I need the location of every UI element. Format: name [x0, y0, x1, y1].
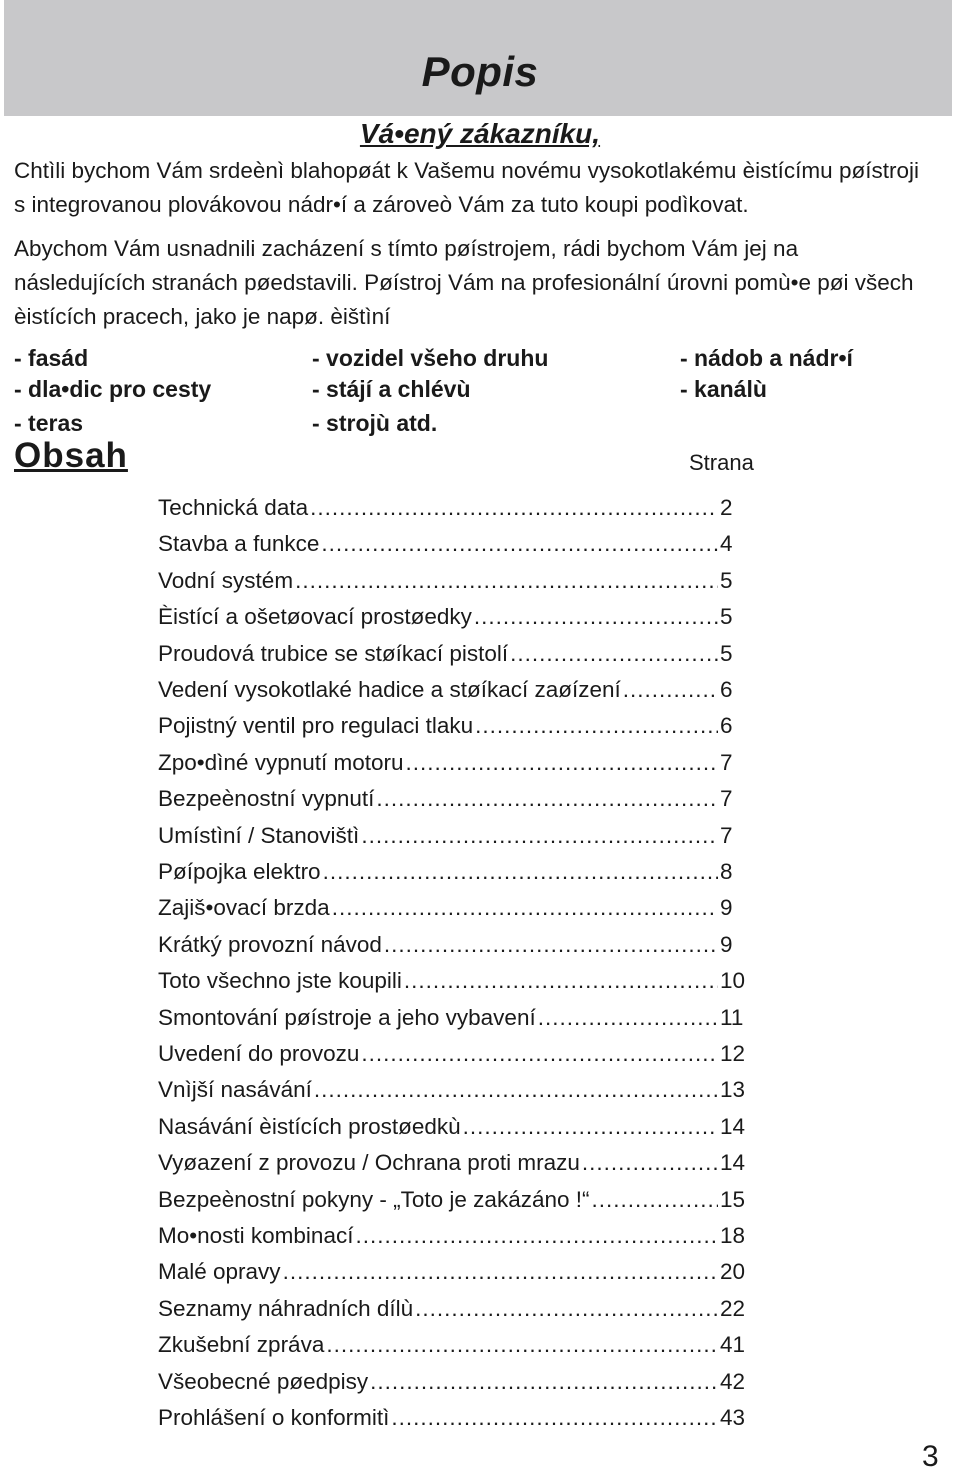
toc-entry-title: Pøípojka elektro	[158, 859, 321, 884]
toc-entry-page: 5	[720, 604, 733, 630]
toc-entry	[158, 1187, 748, 1221]
intro-paragraph-1	[14, 154, 934, 222]
toc-entry-page: 6	[720, 677, 733, 702]
toc-entry	[158, 568, 748, 602]
toc-entry-page: 14	[720, 1113, 746, 1139]
toc-dot-leader	[391, 1405, 718, 1431]
use-item: - fasád	[14, 345, 89, 371]
greeting-heading: Vá•ený zákazníku,	[359, 118, 601, 149]
use-item: - dla•dic pro cesty	[14, 376, 212, 402]
toc-entry-title: Proudová trubice se støíkací pistolí	[158, 640, 509, 666]
toc-entry	[158, 495, 748, 529]
toc-dot-leader	[474, 604, 718, 630]
toc-entry	[158, 1077, 748, 1111]
toc-dot-leader	[283, 1259, 718, 1285]
use-item: - strojù atd.	[312, 410, 438, 436]
toc-entry	[158, 531, 748, 565]
toc-entry	[158, 932, 748, 966]
toc-entry-title: Technická data	[158, 495, 309, 520]
toc-entry	[158, 786, 748, 820]
page-title: Popis	[421, 48, 539, 95]
intro-text-2: Abychom Vám usnadnili zacházení s tímto pøístrojem, rádi bychom Vám jej na následujících stranách pøedstavili. Pøístroj Vám na profesionální úrovni pomù•e pøi všech èistících pracech, jako je napø. èištìní	[14, 236, 914, 329]
toc-entry-page: 5	[720, 567, 733, 593]
toc-dot-leader	[475, 713, 718, 739]
use-item: - kanálù	[680, 376, 767, 402]
toc-entry	[158, 641, 748, 675]
toc-entry-page: 42	[720, 1368, 746, 1394]
toc-entry-page: 12	[720, 1041, 746, 1066]
toc-entry-page: 7	[720, 822, 733, 848]
toc-entry-page: 11	[720, 1004, 744, 1030]
toc-entry	[158, 1369, 748, 1403]
toc-entry	[158, 823, 748, 857]
toc-entry-title: Nasávání èistících prostøedkù	[158, 1113, 461, 1139]
toc-dot-leader	[355, 1223, 718, 1249]
toc-entry-title: Zkušební zpráva	[158, 1332, 325, 1358]
toc-entry	[158, 677, 748, 711]
toc-entry-title: Umístìní / Stanovištì	[158, 822, 360, 848]
toc-dot-leader	[406, 750, 718, 776]
use-item: - nádob a nádr•í	[680, 345, 853, 371]
toc-entry-page: 2	[720, 495, 733, 520]
use-item: - teras	[14, 410, 84, 436]
toc-entry-page: 22	[720, 1295, 746, 1321]
toc-entry	[158, 1005, 748, 1039]
use-item: - vozidel všeho druhu	[312, 345, 549, 371]
toc-dot-leader	[323, 859, 718, 885]
toc-page-column-label: Strana	[689, 450, 754, 475]
toc-entry	[158, 1223, 748, 1257]
toc-entry-title: Mo•nosti kombinací	[158, 1223, 354, 1248]
toc-entry-page: 10	[720, 968, 746, 994]
toc-dot-leader	[538, 1005, 718, 1031]
toc-entry	[158, 859, 748, 893]
toc-entry-page: 13	[720, 1077, 746, 1103]
toc-entry-title: Uvedení do provozu	[158, 1041, 360, 1066]
toc-entry-title: Stavba a funkce	[158, 531, 320, 557]
toc-entry-title: Zpo•dìné vypnutí motoru	[158, 749, 404, 775]
toc-dot-leader	[310, 495, 718, 521]
toc-dot-leader	[463, 1114, 718, 1140]
toc-dot-leader	[376, 786, 718, 812]
toc-dot-leader	[582, 1150, 718, 1176]
toc-entry-page: 43	[720, 1405, 746, 1430]
toc-entry-page: 9	[720, 895, 733, 921]
toc-dot-leader	[361, 1041, 718, 1067]
toc-entry	[158, 1041, 748, 1075]
use-item: - stájí a chlévù	[312, 376, 471, 402]
toc-entry	[158, 713, 748, 747]
toc-entry-page: 4	[720, 531, 733, 557]
toc-entry-title: Vnìjší nasávání	[158, 1077, 312, 1103]
toc-entry-title: Bezpeènostní pokyny - „Toto je zakázáno !“	[158, 1186, 590, 1212]
toc-entry-title: Malé opravy	[158, 1259, 281, 1285]
toc-entry	[158, 1405, 748, 1439]
toc-entry	[158, 968, 748, 1002]
toc-entry-title: Prohlášení o konformitì	[158, 1405, 390, 1430]
toc-dot-leader	[361, 823, 718, 849]
intro-paragraph-2	[14, 232, 934, 334]
toc-dot-leader	[295, 568, 718, 594]
toc-entry-title: Èistící a ošetøovací prostøedky	[158, 604, 472, 630]
toc-entry-page: 20	[720, 1259, 746, 1285]
toc-dot-leader	[510, 641, 718, 667]
toc-dot-leader	[592, 1187, 719, 1213]
toc-dot-leader	[415, 1296, 718, 1322]
toc-entry-page: 6	[720, 713, 733, 739]
toc-entry	[158, 1114, 748, 1148]
toc-entry-title: Toto všechno jste koupili	[158, 968, 402, 994]
toc-entry-page: 5	[720, 640, 733, 666]
toc-dot-leader	[326, 1332, 718, 1358]
toc-dot-leader	[332, 895, 718, 921]
toc-heading: Obsah	[14, 436, 128, 475]
toc-entry-page: 9	[720, 931, 733, 957]
toc-entry	[158, 1259, 748, 1293]
intro-text-1: Chtìli bychom Vám srdeènì blahopøát k Vašemu novému vysokotlakému èistícímu pøístroji s integrovanou plovákovou nádr•í a zároveò Vám za tuto koupi podìkovat.	[14, 158, 919, 217]
toc-dot-leader	[384, 932, 718, 958]
toc-dot-leader	[370, 1369, 718, 1395]
toc-entry-title: Všeobecné pøedpisy	[158, 1368, 369, 1394]
toc-entry-title: Krátký provozní návod	[158, 931, 382, 957]
toc-entry	[158, 895, 748, 929]
toc-entry	[158, 1332, 748, 1366]
toc-entry-page: 14	[720, 1150, 746, 1176]
toc-entry-title: Seznamy náhradních dílù	[158, 1295, 414, 1321]
toc-dot-leader	[623, 677, 718, 703]
toc-entry	[158, 750, 748, 784]
toc-entry-title: Vyøazení z provozu / Ochrana proti mrazu	[158, 1150, 580, 1176]
toc-entry	[158, 1150, 748, 1184]
toc-entry-page: 8	[720, 859, 733, 884]
toc-entry-page: 7	[720, 749, 733, 775]
toc-entry	[158, 1296, 748, 1330]
toc-entry-title: Pojistný ventil pro regulaci tlaku	[158, 713, 474, 739]
toc-entry-title: Vedení vysokotlaké hadice a støíkací zaøízení	[158, 677, 621, 702]
toc-entry-page: 41	[720, 1332, 746, 1358]
toc-entry-title: Smontování pøístroje a jeho vybavení	[158, 1004, 536, 1030]
toc-entry-page: 18	[720, 1223, 746, 1248]
toc-entry-title: Bezpeènostní vypnutí	[158, 786, 375, 812]
toc-entry	[158, 604, 748, 638]
toc-dot-leader	[404, 968, 718, 994]
toc-dot-leader	[321, 531, 718, 557]
toc-dot-leader	[314, 1077, 718, 1103]
toc-entry-page: 7	[720, 786, 733, 812]
toc-entry-title: Vodní systém	[158, 567, 294, 593]
toc-entry-title: Zajiš•ovací brzda	[158, 895, 330, 921]
toc-entry-page: 15	[720, 1186, 746, 1212]
page-number: 3	[922, 1440, 939, 1473]
